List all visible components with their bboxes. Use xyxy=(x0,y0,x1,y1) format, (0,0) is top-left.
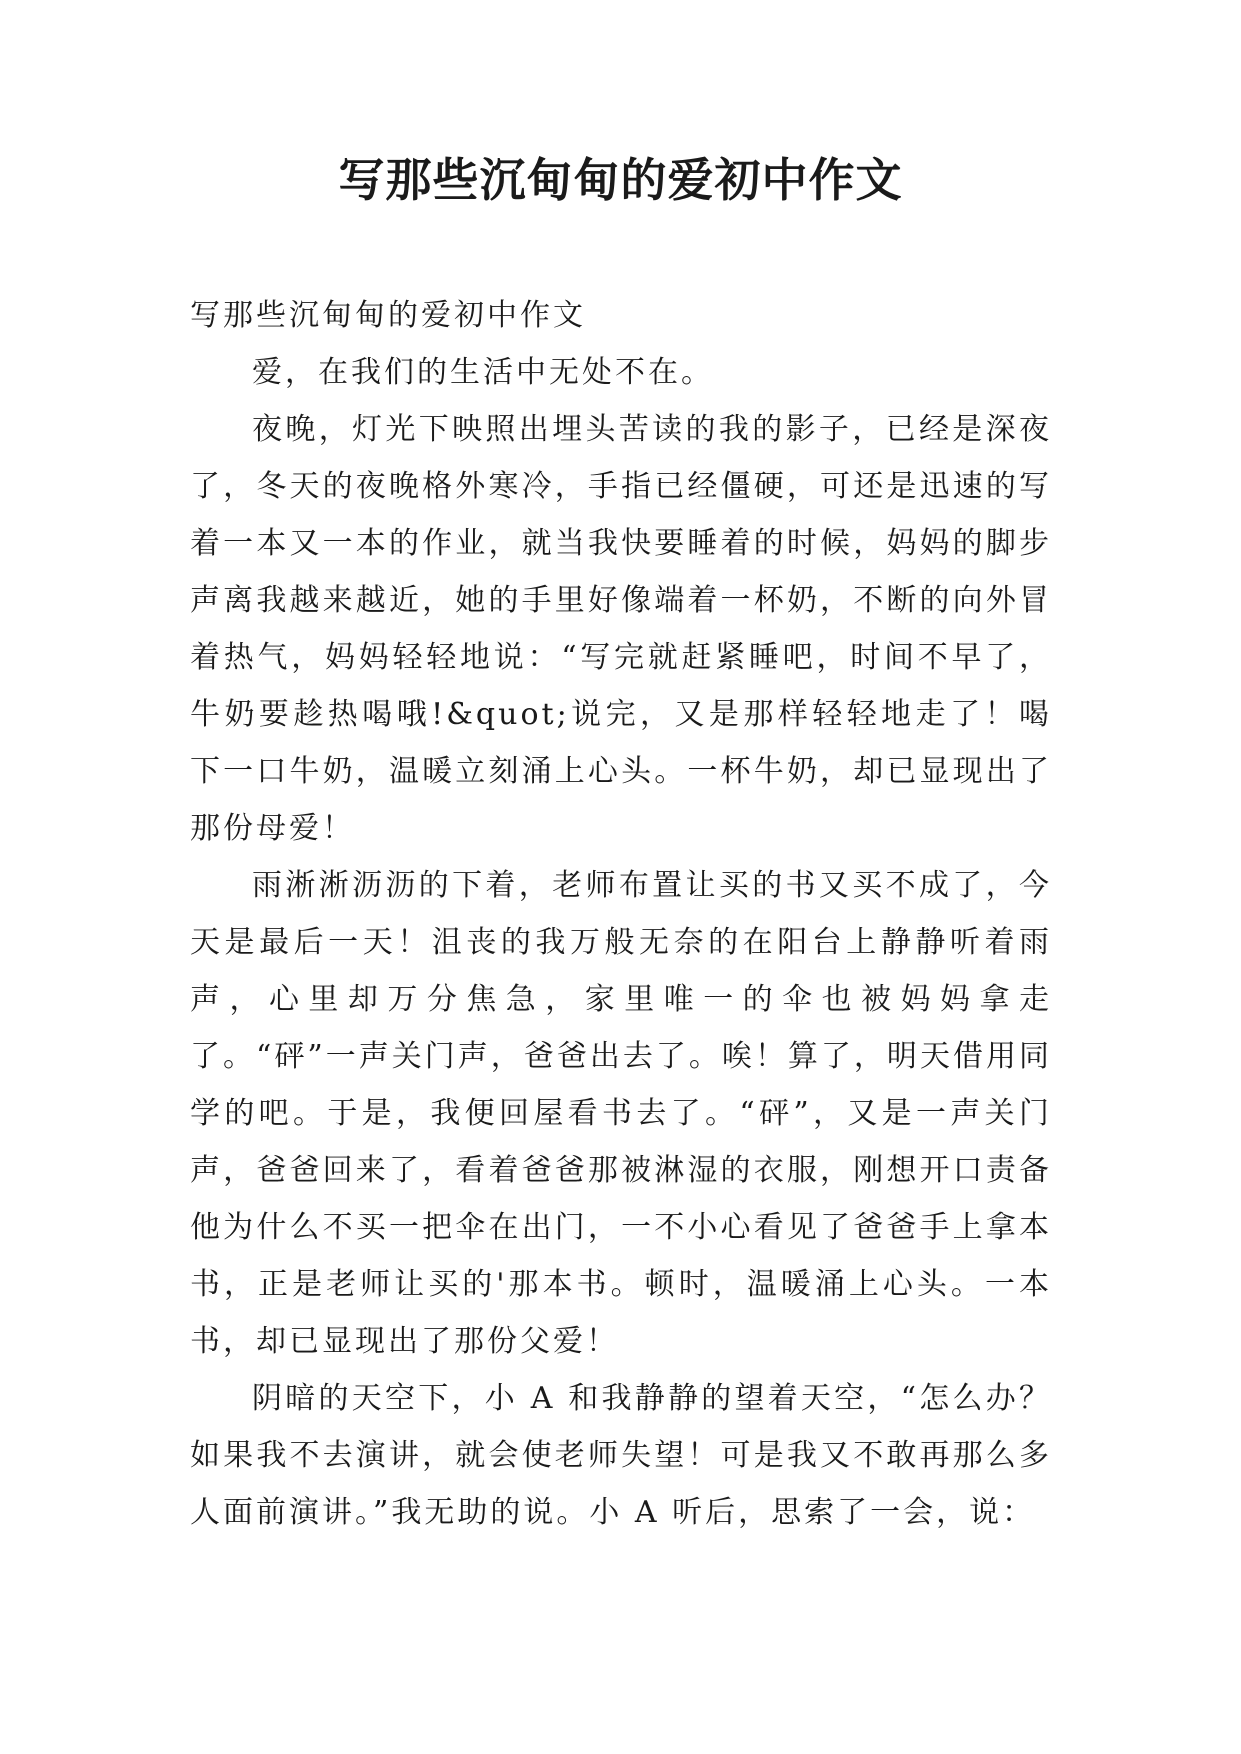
document-title: 写那些沉甸甸的爱初中作文 xyxy=(338,153,903,207)
paragraph-father-love: 雨淅淅沥沥的下着，老师布置让买的书又买不成了，今天是最后一天！沮丧的我万般无奈的在阳台上静静听着雨声，心里却万分焦急，家里唯一的伞也被妈妈拿走了。“砰”一声关门声，爸爸出去了。唉！算了，明天借用同学的吧。于是，我便回屋看书去了。“砰”，又是一声关门声，爸爸回来了，看着爸爸那被淋湿的衣服，刚想开口责备他为什么不买一把伞在出门，一不小心看见了爸爸手上拿本书，正是老师让买的'那本书。顿时，温暖涌上心头。一本书，却已显现出了那份父爱！ xyxy=(190,868,1052,1359)
document-body xyxy=(190,287,1052,1541)
essay-heading: 写那些沉甸甸的爱初中作文 xyxy=(190,298,586,333)
paragraph-friendship: 阴暗的天空下，小 A 和我静静的望着天空，“怎么办？如果我不去演讲，就会使老师失望！可是我又不敢再那么多人面前演讲。”我无助的说。小 A 听后，思索了一会，说： xyxy=(190,1381,1052,1530)
paragraph-mother-love: 夜晚，灯光下映照出埋头苦读的我的影子，已经是深夜了，冬天的夜晚格外寒冷，手指已经僵硬，可还是迅速的写着一本又一本的作业，就当我快要睡着的时候，妈妈的脚步声离我越来越近，她的手里好像端着一杯奶，不断的向外冒着热气，妈妈轻轻地说：“写完就赶紧睡吧，时间不早了，牛奶要趁热喝哦!&quot;说完，又是那样轻轻地走了！喝下一口牛奶，温暖立刻涌上心头。一杯牛奶，却已显现出了那份母爱！ xyxy=(190,412,1052,846)
paragraph-intro: 爱，在我们的生活中无处不在。 xyxy=(252,355,714,390)
